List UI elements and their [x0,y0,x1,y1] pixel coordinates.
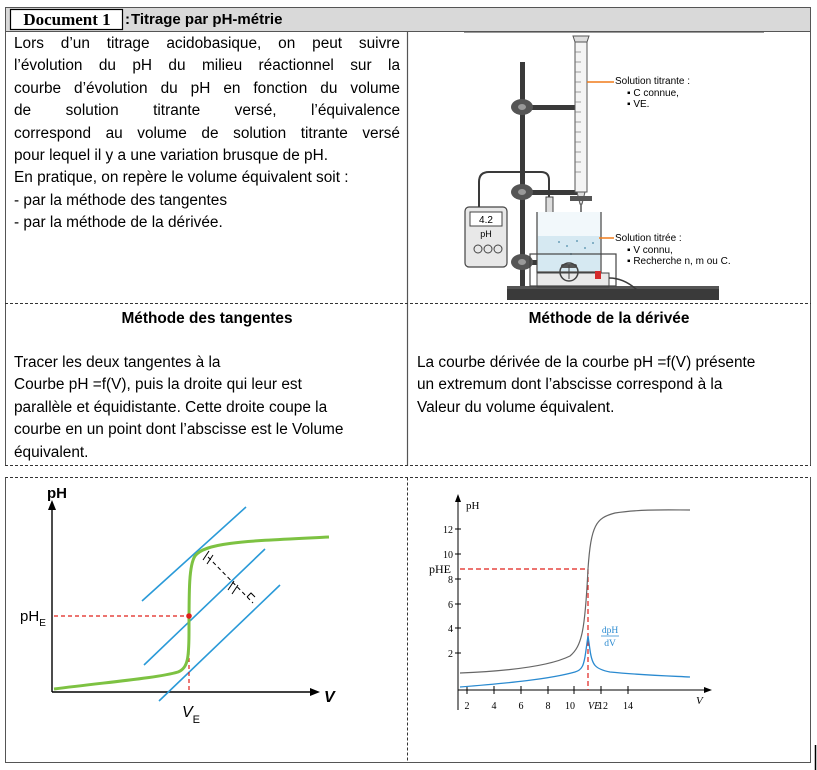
y-axis-label: pH [47,485,67,502]
intro-line: - par la méthode de la dérivée. [14,214,223,232]
tangent-line: équivalent. [14,443,89,461]
derivative-method-title: Méthode de la dérivée [528,310,690,327]
document-title: Titrage par pH-métrie [131,11,283,28]
y-axis-arrow [455,494,461,502]
equivalence-point [186,613,192,619]
intro-line: pour lequel il y a une variation brusque de pH. [14,147,328,165]
y-axis-label: pH [466,500,480,512]
derivative-label-top: dpH [601,626,619,636]
intro-line: Lors d’un titrage acidobasique, on peut suivre [14,35,400,52]
x-axis-arrow [310,688,320,696]
tangent-method-graph [8,480,406,760]
meter-unit: pH [480,229,492,239]
equidistant-line [144,549,265,665]
tangent-line-bottom [159,585,280,701]
ve-label: $V_E$ [182,704,201,726]
titrated-item-text: V connu, [633,245,673,256]
y-tick-label: 12 [443,525,453,536]
x-axis-label: V [696,695,703,707]
titrant-item-text: C connue, [633,88,679,99]
titrated-label: Solution titrée : [615,233,682,244]
tangent-line: Tracer les deux tangentes à la [14,354,221,371]
x-tick-label: 8 [545,701,551,712]
y-tick-label: 6 [448,600,453,611]
ph-curve [460,510,690,673]
y-tick-label: 8 [448,575,453,586]
titrant-item-text: VE. [633,99,650,110]
tangent-line: parallèle et équidistante. Cette droite coupe la [14,398,328,416]
derivative-line: La courbe dérivée de la courbe pH =f(V) présente [417,354,756,371]
phe-label: $pH_E$ [20,608,46,629]
phe-label: pHE [429,562,451,576]
x-tick-label: 4 [491,701,497,712]
derivative-label-bottom: dV [604,639,616,649]
tangent-line: Courbe pH =f(V), puis la droite qui leur est [14,376,302,394]
x-tick-label: 12 [598,701,608,712]
x-tick-label: 14 [623,701,633,712]
tangent-method-text [14,352,402,464]
titrated-item: ▪ V connu, [627,245,673,256]
x-axis-label: V [324,689,335,706]
document-label: Document 1 [23,10,111,29]
meter-value: 4.2 [479,215,493,226]
intro-line: En pratique, on repère le volume équivalent soit : [14,169,349,187]
derivative-method-graph [410,480,808,760]
intro-line: courbe d’évolution du pH en fonction du volume [14,79,400,97]
ve-label: VE [588,701,601,712]
titrated-item-text: Recherche n, m ou C. [633,256,731,267]
tangent-method-title: Méthode des tangentes [121,310,293,327]
derivative-curve [460,636,690,687]
x-tick-label: 6 [518,701,524,712]
intro-line: - par la méthode des tangentes [14,191,228,209]
intro-line: correspond au volume de solution titrante versé [14,124,400,142]
header-separator: : [125,11,130,28]
x-tick-label: 10 [565,701,575,712]
titrant-label: Solution titrante : [615,76,691,87]
ph-curve [54,537,329,689]
titrated-item: ▪ Recherche n, m ou C. [627,256,731,267]
y-tick-label: 10 [443,550,453,561]
x-tick-label: 2 [464,701,470,712]
tangent-line: courbe en un point dont l’abscisse est le Volume [14,421,344,439]
titrant-item: ▪ VE. [627,99,650,110]
x-axis-arrow [704,687,712,693]
titration-setup-figure [409,32,809,302]
y-tick-label: 4 [448,624,453,635]
y-tick-label: 2 [448,649,453,660]
intro-paragraph [14,33,400,235]
derivative-method-text [417,352,807,419]
derivative-line: Valeur du volume équivalent. [417,398,615,416]
titrant-item: ▪ C connue, [627,88,679,99]
intro-line: l’évolution du pH du milieu réactionnel sur la [14,57,400,75]
derivative-line: un extremum dont l’abscisse correspond à la [417,376,723,394]
intro-line: de solution titrante versé, l’équivalence [14,102,400,120]
